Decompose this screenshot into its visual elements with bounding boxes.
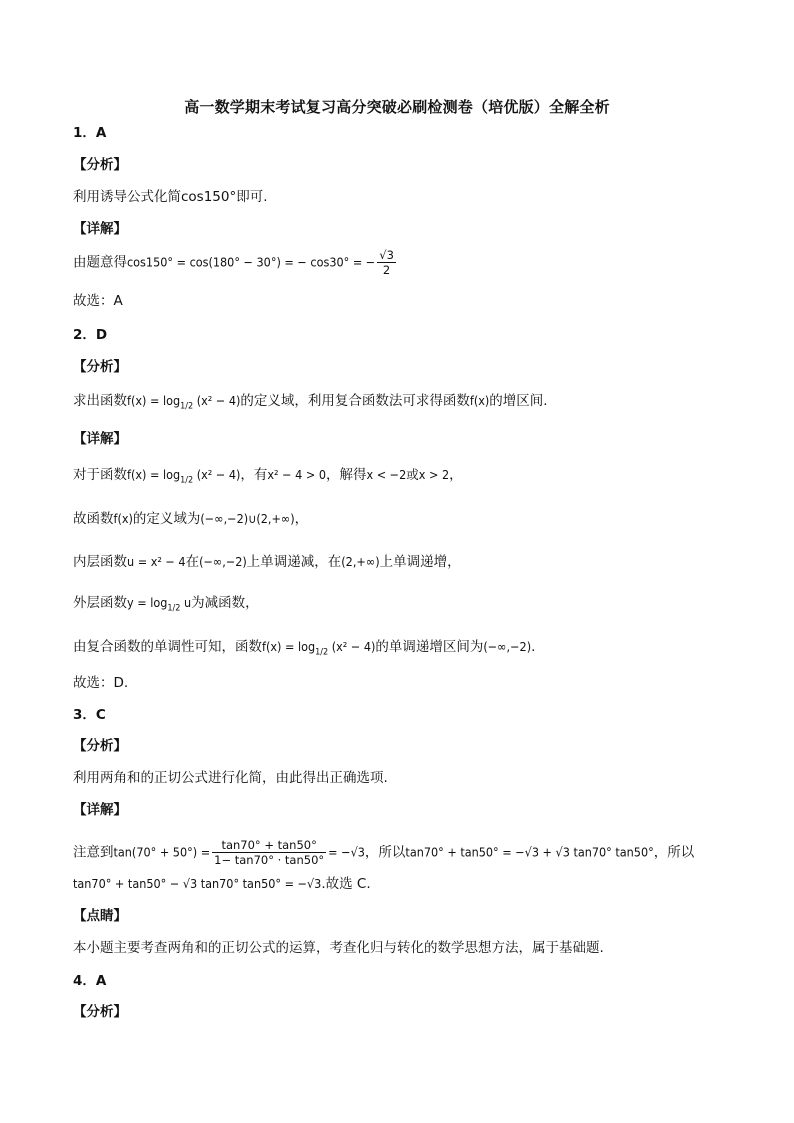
q2-d5-b: 的单调递增区间为: [375, 639, 484, 655]
q2-func-name: f(x) = log: [127, 393, 181, 408]
q2-detail-line-2: [73, 510, 308, 528]
q3-d2-b: .故选 C.: [321, 876, 371, 892]
q2-d1-func-arg: (x² − 4): [196, 467, 241, 482]
q4-analysis-tag: 【分析】: [73, 1004, 127, 1020]
q2-analysis-line: [73, 392, 548, 410]
q2-d2-fx: f(x): [113, 511, 133, 526]
q4-number: 4．A: [73, 973, 107, 989]
q3-number: 3．C: [73, 707, 106, 723]
q1-number: 1．A: [73, 125, 107, 141]
q2-func: [127, 393, 241, 412]
q2-d4-y: $y = \log_{1/2} u$: [127, 595, 192, 614]
q2-d2-a: 故函数: [73, 511, 114, 527]
q3-d1-a: 注意到: [73, 844, 114, 861]
q2-d3-b: 在: [185, 554, 200, 570]
q2-d5-a: 由复合函数的单调性可知，函数: [73, 639, 262, 655]
q3-d1-b: ，所以: [364, 844, 406, 861]
q2-analysis-b: 的定义域，利用复合函数法可求得函数: [240, 393, 470, 409]
q2-analysis-a: 求出函数: [73, 393, 127, 409]
q2-d3-interval-1: (−∞,−2): [199, 554, 247, 569]
q2-d1-func-name: f(x) = log: [127, 467, 181, 482]
q1-detail-tag: 【详解】: [73, 221, 127, 237]
q2-detail-line-3: [73, 553, 461, 571]
q2-func-base: 1/2: [180, 401, 194, 412]
q2-d3-d: 上单调递增，: [379, 554, 461, 570]
q3-d1-c: ，所以: [653, 844, 695, 861]
q1-detail-prefix: 由题意得: [73, 254, 127, 271]
q2-analysis-c: 的增区间.: [489, 393, 548, 409]
q2-d5-func: [262, 639, 376, 658]
q1-detail-fraction: [377, 248, 396, 277]
q2-number: 2．D: [73, 327, 108, 343]
q2-d5-interval: (−∞,−2): [483, 639, 532, 654]
q3-d2-eq: tan70° + tan50° − √3 tan70° tan50° = −√3: [73, 876, 322, 891]
q2-detail-line-1: [73, 466, 463, 484]
q3-detail-line-1: [73, 838, 694, 867]
q2-d5-func-arg: (x² − 4): [331, 639, 376, 654]
q2-d1-a: 对于函数: [73, 467, 127, 483]
q3-d1-fraction: [212, 838, 326, 867]
q3-frac-bot: 1− tan70° · tan50°: [214, 853, 325, 867]
q1-answer: 故选：A: [73, 293, 123, 309]
q2-detail-line-5: [73, 638, 535, 656]
q3-note: 本小题主要考查两角和的正切公式的运算，考查化归与转化的数学思想方法，属于基础题.: [73, 940, 604, 956]
q2-fx: f(x): [469, 393, 490, 408]
q3-d1-lhs: tan(70° + 50°) =: [113, 844, 211, 860]
q3-d1-rhs: = −√3: [328, 844, 365, 860]
q3-analysis-tag: 【分析】: [73, 738, 127, 754]
q1-detail-math: cos150° = cos(180° − 30°) = − cos30° = −: [127, 254, 376, 270]
q2-d1-ineq: x² − 4 > 0: [267, 467, 326, 482]
q3-detail-tag: 【详解】: [73, 802, 127, 818]
q2-func-arg: (x² − 4): [196, 393, 241, 408]
q3-frac-top: tan70° + tan50°: [212, 838, 326, 853]
q2-d2-c: ，: [294, 511, 309, 527]
q2-d1-b: ，有: [240, 467, 268, 483]
q2-d3-a: 内层函数: [73, 554, 127, 570]
q1-detail-line: [73, 248, 398, 277]
q2-d4-a: 外层函数: [73, 595, 127, 611]
q2-d5-func-base: 1/2: [315, 647, 329, 658]
q1-analysis: 利用诱导公式化简cos150°即可.: [73, 189, 268, 205]
q2-d5-func-name: f(x) = log: [262, 639, 316, 654]
q3-detail-line-2: [73, 875, 371, 893]
q3-analysis: 利用两角和的正切公式进行化简，由此得出正确选项.: [73, 770, 388, 786]
q1-frac-bot: 2: [382, 263, 391, 277]
q2-d5-c: .: [531, 639, 536, 655]
q2-d4-base: 1/2: [167, 603, 181, 614]
q2-d1-d: ，: [449, 467, 463, 483]
q2-analysis-tag: 【分析】: [73, 359, 127, 375]
q2-d2-b: 的定义域为: [132, 511, 201, 527]
q1-frac-top: √3: [379, 248, 394, 262]
q2-d1-func-base: 1/2: [180, 475, 194, 486]
q2-d2-domain: (−∞,−2)∪(2,+∞): [200, 511, 295, 526]
q2-d4-b: 为减函数，: [191, 595, 259, 611]
q2-d1-sol: x < −2或x > 2: [366, 467, 450, 482]
q2-d1-c: ，解得: [325, 467, 367, 483]
q2-d4-y-name: y = log: [127, 595, 168, 610]
q3-note-tag: 【点睛】: [73, 908, 127, 924]
q2-d1-func: [127, 467, 241, 486]
q2-answer: 故选：D.: [73, 675, 129, 691]
q2-d3-c: 上单调递减，在: [246, 554, 342, 570]
q2-d3-interval-2: (2,+∞): [341, 554, 380, 569]
q2-d3-u: u = x² − 4: [127, 554, 186, 569]
page-title: 高一数学期末考试复习高分突破必刷检测卷（培优版）全解全析: [184, 98, 610, 116]
q2-detail-tag: 【详解】: [73, 431, 127, 447]
q2-detail-line-4: [73, 594, 259, 612]
q1-analysis-tag: 【分析】: [73, 157, 127, 173]
q3-d1-eq: tan70° + tan50° = −√3 + √3 tan70° tan50°: [405, 844, 654, 860]
